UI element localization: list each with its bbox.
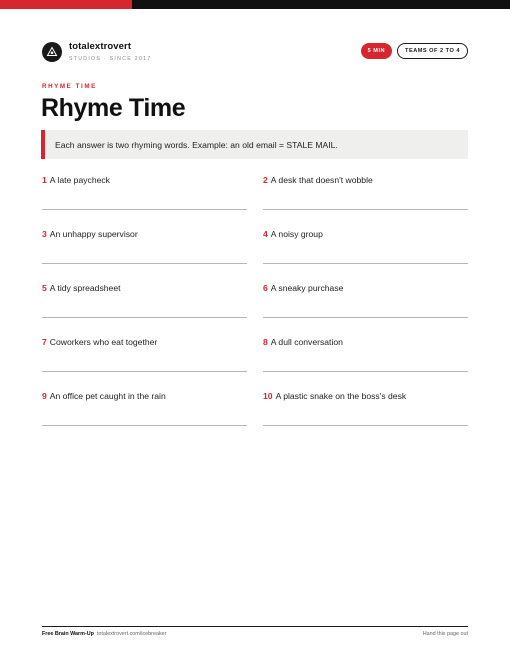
clue-text: A late paycheck <box>49 175 110 185</box>
clue-item <box>42 336 247 348</box>
clue-number: 9 <box>42 391 47 401</box>
answer-line[interactable] <box>263 263 468 264</box>
clue-number: 6 <box>263 283 268 293</box>
answer-line[interactable] <box>42 263 247 264</box>
clue-text: A sneaky purchase <box>270 283 344 293</box>
clue-number: 7 <box>42 337 47 347</box>
answer-line[interactable] <box>263 425 468 426</box>
brand <box>42 41 152 62</box>
clue-item <box>42 228 247 240</box>
clue-text: A dull conversation <box>270 337 343 347</box>
teams-badge: TEAMS OF 2 TO 4 <box>397 43 468 59</box>
footer-url: totalextrovert.com/icebreaker <box>96 631 167 637</box>
clue-item <box>263 174 468 186</box>
badges <box>361 43 468 59</box>
answer-line[interactable] <box>263 209 468 210</box>
top-bar-accent <box>0 0 132 9</box>
clue-item <box>263 282 468 294</box>
clue-item <box>42 174 247 186</box>
clue-item <box>263 390 468 402</box>
brand-subtitle: STUDIOS · SINCE 2017 <box>69 56 152 62</box>
clue-number: 8 <box>263 337 268 347</box>
clue-text: A tidy spreadsheet <box>49 283 121 293</box>
footer-note: Hand this page out <box>422 631 468 637</box>
footer-rule <box>42 626 468 627</box>
clue-number: 1 <box>42 175 47 185</box>
section-eyebrow: RHYME TIME <box>42 83 97 90</box>
instruction-box <box>41 130 468 159</box>
clue-text: An unhappy supervisor <box>49 229 138 239</box>
clue-item <box>42 282 247 294</box>
clue-item <box>263 336 468 348</box>
clue-text: A plastic snake on the boss's desk <box>275 391 407 401</box>
footer-label: Free Brain Warm-Up <box>42 631 94 637</box>
answer-line[interactable] <box>42 209 247 210</box>
answer-line[interactable] <box>263 371 468 372</box>
clue-number: 2 <box>263 175 268 185</box>
clue-number: 10 <box>263 391 273 401</box>
clue-text: A desk that doesn't wobble <box>270 175 373 185</box>
clue-text: Coworkers who eat together <box>49 337 158 347</box>
answer-line[interactable] <box>263 317 468 318</box>
instruction-text: Each answer is two rhyming words. Example: an old email = STALE MAIL. <box>55 139 338 150</box>
clue-number: 4 <box>263 229 268 239</box>
footer-left <box>42 631 166 637</box>
time-badge: 5 MIN <box>361 43 392 59</box>
clue-text: An office pet caught in the rain <box>49 391 166 401</box>
answer-line[interactable] <box>42 371 247 372</box>
clue-number: 5 <box>42 283 47 293</box>
brand-name: totalextrovert <box>69 41 132 52</box>
brand-logo-icon <box>42 42 62 62</box>
clue-number: 3 <box>42 229 47 239</box>
clue-item <box>42 390 247 402</box>
page-title: Rhyme Time <box>41 94 186 122</box>
clue-item <box>263 228 468 240</box>
answer-line[interactable] <box>42 317 247 318</box>
clue-text: A noisy group <box>270 229 323 239</box>
answer-line[interactable] <box>42 425 247 426</box>
